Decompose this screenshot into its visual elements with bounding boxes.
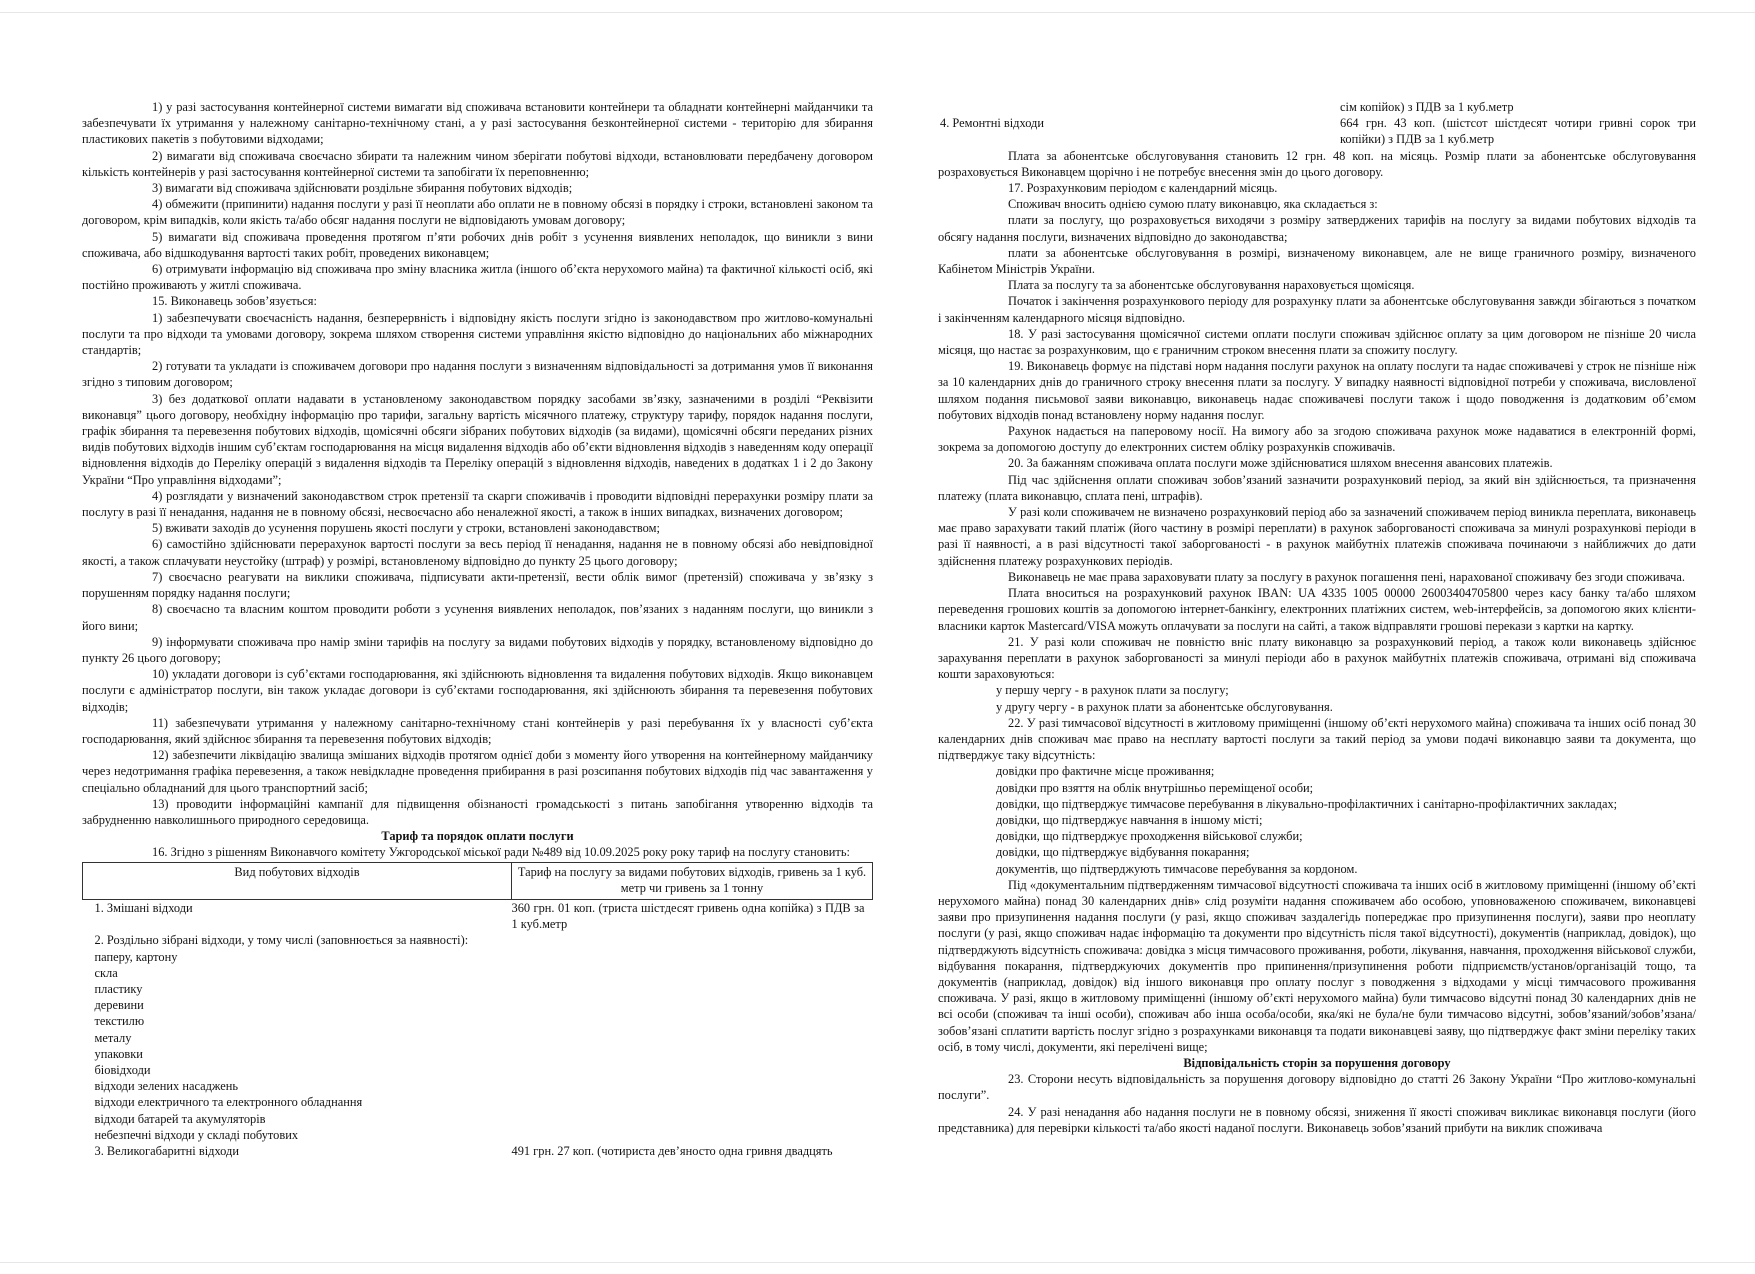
scan-bottom-border xyxy=(0,1262,1755,1263)
clause-15-7: 7) своєчасно реагувати на виклики споживача, підписувати акти-претензії, вести облік вимог (претензій) споживача у зв’язку з порушенням порядку надання послуги; xyxy=(82,569,873,601)
payment-composition-subscription: плати за абонентське обслуговування в розмірі, визначеному виконавцем, але не вище граничного розміру, визначеного Кабінетом Міністрів України. xyxy=(938,245,1696,277)
waste-type-cell xyxy=(938,99,1340,115)
clause-21: 21. У разі коли споживач не повністю вніс плату виконавцю за розрахунковий період, а також коли виконавець здійснює зарахування переплати в рахунок заборгованості за минулі періоди або в рахунок майбутніх платежів споживача, отримані від споживача кошти зараховуються: xyxy=(938,634,1696,682)
clause-14-4: 4) обмежити (припинити) надання послуги у разі її неоплати або оплати не в повному обсязі в порядку і строки, встановлені законом та договором, крім випадків, коли якість та/або обсяг надання послуги не відповідають умовам договору; xyxy=(82,197,873,228)
payment-purpose-paragraph: Під час здійснення оплати споживач зобов’язаний зазначити розрахунковий період, за який він здійснюється, та призначення платежу (плата виконавцю, сплата пені, штрафів). xyxy=(938,472,1696,503)
clause-15-11: 11) забезпечувати утримання у належному санітарно-технічному стані контейнерів у разі перебування їх у власності суб’єкта господарювання, який здійснює збирання та перевезення побутових відходів; xyxy=(82,715,873,746)
payment-composition-service: плати за послугу, що розраховується виходячи з розміру затверджених тарифів на послугу за видами побутових відходів та обсягу надання послуги, визначених відповідно до законодавства; xyxy=(938,213,1696,244)
clause-15-4: 4) розглядати у визначений законодавством строк претензії та скарги споживачів і проводити відповідні перерахунки розміру плати за послугу в разі її ненадання, надання не в повному обсязі, несвоєчасно або неналежної якості, а також в інших випадках, визначених договором; xyxy=(82,488,873,520)
list-item: небезпечні відходи у складі побутових xyxy=(94,1127,299,1142)
list-item: довідки, що підтверджує відбування покарання; xyxy=(996,845,1250,860)
clause-23: 23. Сторони несуть відповідальність за порушення договору відповідно до статті 26 Закону України “Про житлово-комунальні послуги”. xyxy=(938,1072,1696,1103)
list-item: у другу чергу - в рахунок плати за абонентське обслуговування. xyxy=(996,699,1333,714)
table-row xyxy=(83,1143,873,1159)
waste-type-cell: 1. Змішані відходи xyxy=(94,900,193,915)
table-row xyxy=(938,115,1696,147)
clause-15-6: 6) самостійно здійснювати перерахунок вартості послуги за весь період її ненадання, надання не в повному обсязі або невідповідної якості, а також сплачувати неустойку (штраф) у розмірі, встановленому відповідно до пункту 25 цього договору; xyxy=(82,537,873,568)
list-item: скла xyxy=(94,965,118,980)
tariff-table xyxy=(82,862,873,1160)
clause-15-13: 13) проводити інформаційні кампанії для підвищення обізнаності громадськості з питань запобігання утворенню відходів та забрудненню навколишнього природного середовища. xyxy=(82,796,873,827)
clause-15-10: 10) укладати договори із суб’єктами господарювання, які здійснюють відновлення та видалення побутових відходів. Якщо виконавцем послуги є адміністратор послуги, він також укладає договори із суб’єктами господарювання, які здійснюють збирання та перевезення побутових відходів; xyxy=(82,667,873,714)
clause-20: 20. За бажанням споживача оплата послуги може здійснюватися шляхом внесення авансових платежів. xyxy=(1008,456,1553,471)
rate-cell: 491 грн. 27 коп. (чотириста дев’яносто одна гривня двадцять xyxy=(511,1144,833,1158)
rate-cell: 360 грн. 01 коп. (триста шістдесят гривень одна копійка) з ПДВ за 1 куб.метр xyxy=(511,900,865,932)
clause-15-heading: 15. Виконавець зобов’язується: xyxy=(152,294,317,309)
rate-cell xyxy=(512,932,873,1143)
list-item: довідки про фактичне місце проживання; xyxy=(996,764,1215,779)
rate-cell: 664 грн. 43 коп. (шістсот шістдесят чотири гривні сорок три копійки) з ПДВ за 1 куб.метр xyxy=(1340,116,1696,147)
tariff-table-continuation xyxy=(938,99,1696,148)
right-page-column xyxy=(938,99,1696,1136)
list-item: упаковки xyxy=(94,1046,143,1061)
clause-15-1: 1) забезпечувати своєчасність надання, безперервність і відповідну якість послуги згідно із законодавством про житлово-комунальні послуги та про відходи та умовами договору, зокрема шляхом створення системи управління якістю відповідно до національних або міжнародних стандартів; xyxy=(82,310,873,358)
overpayment-paragraph: У разі коли споживачем не визначено розрахунковий період або за зазначений споживачем період виникла переплата, виконавець має право зарахувати такий платіж (його частину в розмірі переплати) в рахунок заборгованості споживача за минулі розрахункові періоди в разі її наявності, а в разі відсутності такої заборгованості - в рахунок майбутніх платежів споживача починаючи з найближчих до дати здійснення платежу розрахункових періодів. xyxy=(938,505,1696,568)
tariff-col-waste-type: Вид побутових відходів xyxy=(83,862,512,899)
bank-account-paragraph: Плата вноситься на розрахунковий рахунок IBAN: UA 4335 1005 00000 26003404705800 через касу банку та/або шляхом переведення грошових коштів за допомогою інтернет-банкінгу, електронних платіжних систем, web-інтерфейсів, за допомогою яких клієнти-власники карток Mastercard/VISA можуть оплачувати за послуги на сайті, а також відправляти грошові перекази з картки на картку. xyxy=(938,586,1696,633)
tariff-section-heading: Тариф та порядок оплати послуги xyxy=(381,829,574,844)
list-item: у першу чергу - в рахунок плати за послугу; xyxy=(996,683,1229,698)
monthly-charge-paragraph: Плата за послугу та за абонентське обслуговування нараховується щомісяця. xyxy=(1008,278,1415,293)
payment-composition-intro: Споживач вносить однією сумою плату виконавцю, яка складається з: xyxy=(1008,197,1378,212)
clause-15-2: 2) готувати та укладати із споживачем договори про надання послуги з визначенням відповідальності за дотримання умов її виконання згідно з типовим договором; xyxy=(82,359,873,390)
clause-24: 24. У разі ненадання або надання послуги не в повному обсязі, зниження її якості споживач викликає виконавця послуги (його представника) для перевірки кількості та/або якості наданої послуги. Виконавець зобов’язаний прибути на виклик споживача xyxy=(938,1104,1696,1135)
list-item: текстилю xyxy=(94,1014,145,1029)
table-row xyxy=(83,932,873,1143)
list-item: відходи зелених насаджень xyxy=(94,1079,239,1094)
clause-14-5: 5) вимагати від споживача проведення протягом п’яти робочих днів робіт з усунення виявлених неполадок, що виникли з вини споживача, або відшкодування вартості таких робіт, проведених виконавцем; xyxy=(82,229,873,260)
clause-14-6: 6) отримувати інформацію від споживача про зміну власника житла (іншого об’єкта нерухомого майна) та фактичної кількості осіб, які постійно проживають у житлі споживача. xyxy=(82,262,873,293)
list-item: біовідходи xyxy=(94,1062,151,1077)
waste-type-cell: 3. Великогабаритні відходи xyxy=(94,1144,239,1158)
list-item: деревини xyxy=(94,998,144,1013)
clause-14-2: 2) вимагати від споживача своєчасно збирати та належним чином зберігати побутові відходи, встановлювати передбачену договором кількість контейнерів у разі застосування контейнерної системи та запобігати їх переповненню; xyxy=(82,148,873,179)
list-item: паперу, картону xyxy=(94,949,178,964)
clause-16: 16. Згідно з рішенням Виконавчого комітету Ужгородської міської ради №489 від 10.09.2025 року року тариф на послугу становить: xyxy=(152,845,850,860)
clause-15-12: 12) забезпечити ліквідацію звалища змішаних відходів протягом однієї доби з моменту його утворення на контейнерному майданчику через недотримання графіка перевезення, а також невідкладне проведення прибирання в разі розсипання побутових відходів під час завантаження у спеціально обладнаний для цього транспортний засіб; xyxy=(82,748,873,795)
list-item: довідки про взяття на облік внутрішньо переміщеної особи; xyxy=(996,780,1314,795)
list-item: відходи батарей та акумуляторів xyxy=(94,1111,266,1126)
invoice-paragraph: Рахунок надається на паперовому носії. На вимогу або за згодою споживача рахунок може надаватися в електронній формі, зокрема за допомогою доступу до електронних систем обліку розрахунків споживачів. xyxy=(938,424,1696,455)
absence-documentation-paragraph: Під «документальним підтвердженням тимчасової відсутності споживача та інших осіб в житловому приміщенні (іншому об’єкті нерухомого майна) понад 30 календарних днів» слід розуміти надання споживачем або особою, уповноваженою споживачем, виконавцеві заяви про призупинення надання послуги (у разі, якщо споживач заздалегідь попереджає про призупинення послуги), заяви про неоплату послуги (у разі, якщо споживач надає інформацію та документи про відсутність після такої відсутності), документів (наприклад, довідок), що підтверджують відсутність споживача: довідка з місця тимчасового проживання, роботи, лікування, навчання, проходження військової служби, відбування покарання, підтверджуючих документів про припинення/призупинення роботи підприємств/установ/організацій тощо, та документів (наприклад, довідок) від іншого виконавця про оплату послуг з поводження з відходами у місці тимчасового проживання споживача. У разі, якщо в житловому приміщенні (іншому об’єкті нерухомого майна) були тимчасово відсутні понад 30 календарних днів не всі особи (споживач та інші особи), споживач або інша особа/особи, яка/які не була/не були тимчасово відсутні, зобов’язаний/зобов’язана/зобов’язані сплатити вартість послуг згідно з розрахунками виконавця та подати виконавцеві заяву, що підтверджує факт зміни переліку таких осіб, в тому числі, документи, які перелічені вище; xyxy=(938,877,1696,1054)
clause-22: 22. У разі тимчасової відсутності в житловому приміщенні (іншому об’єкті нерухомого майна) споживача та інших осіб понад 30 календарних днів споживач має право на несплату вартості послуги за такий період за умови подачі виконавцю заяви та документа, що підтверджує таку відсутність: xyxy=(938,715,1696,763)
rate-cell: сім копійок) з ПДВ за 1 куб.метр xyxy=(1340,100,1514,114)
tariff-col-rate: Тариф на послугу за видами побутових відходів, гривень за 1 куб. метр чи гривень за 1 тонну xyxy=(512,862,873,899)
clause-18: 18. У разі застосування щомісячної системи оплати послуги споживач здійснює оплату за цим договором не пізніше 20 числа місяця, що настає за розрахунковим, що є граничним строком внесення плати за спожиту послугу. xyxy=(938,326,1696,358)
clause-14-1: 1) у разі застосування контейнерної системи вимагати від споживача встановити контейнери та обладнати контейнерні майданчики та забезпечувати їх утримання у належному санітарно-технічному стані, а у разі застосування безконтейнерної системи - територію для збирання пластикових пакетів з побутовими відходами; xyxy=(82,100,873,147)
scan-top-border xyxy=(0,12,1755,13)
left-page-column xyxy=(82,99,873,1159)
clause-15-8: 8) своєчасно та власним коштом проводити роботи з усунення виявлених неполадок, пов’язаних з наданням послуги, що виникли з його вини; xyxy=(82,602,873,633)
tariff-table-header xyxy=(83,862,873,899)
table-row xyxy=(938,99,1696,115)
list-item: металу xyxy=(94,1030,132,1045)
list-item: довідки, що підтверджує тимчасове перебування в лікувально-профілактичних і санітарно-профілактичних закладах; xyxy=(996,796,1618,811)
penalty-paragraph: Виконавець не має права зараховувати плату за послугу в рахунок погашення пені, нарахованої споживачу без згоди споживача. xyxy=(1008,569,1686,584)
waste-type-cell: 4. Ремонтні відходи xyxy=(940,116,1044,131)
clause-17: 17. Розрахунковим періодом є календарний місяць. xyxy=(1008,181,1278,196)
subscription-fee-paragraph: Плата за абонентське обслуговування становить 12 грн. 48 коп. на місяць. Розмір плати за абонентське обслуговування розраховується Виконавцем щорічно і не потребує внесення змін до цього договору. xyxy=(938,148,1696,179)
table-row xyxy=(83,899,873,932)
responsibility-section-heading: Відповідальність сторін за порушення договору xyxy=(1183,1055,1451,1070)
billing-period-paragraph: Початок і закінчення розрахункового періоду для розрахунку плати за абонентське обслуговування завжди збігаються з початком і закінченням календарного місяця відповідно. xyxy=(938,294,1696,325)
list-item: довідки, що підтверджує проходження військової служби; xyxy=(996,829,1303,844)
clause-15-3: 3) без додаткової оплати надавати в установленому законодавством порядку засобами зв’язку, зазначеними в розділі “Реквізити виконавця” цього договору, необхідну інформацію про тарифи, загальну вартість місячного платежу, структуру тарифу, порядок надання послуги, графік збирання та перевезення побутових відходів, щомісячні обсяги зібраних побутових відходів (за видами), щомісячні обсяги переданих різних видів побутових відходів іншим суб’єктам господарювання на місця видалення відходів або об’єкти відновлення відходів з наведенням коду операції відновлення відходів до Переліку операцій з видалення відходів та Переліку операцій з відновлення відходів, наведених в додатках 1 і 2 до Закону України “Про управління відходами”; xyxy=(82,391,873,487)
waste-type-label: 2. Роздільно зібрані відходи, у тому числі (заповнюється за наявності): xyxy=(94,933,469,948)
list-item: довідки, що підтверджує навчання в іншому місті; xyxy=(996,812,1263,827)
waste-type-cell xyxy=(83,932,512,1143)
clause-14-3: 3) вимагати від споживача здійснювати роздільне збирання побутових відходів; xyxy=(152,181,573,196)
clause-19: 19. Виконавець формує на підставі норм надання послуги рахунок на оплату послуги та надає споживачеві у строк не пізніше ніж за 10 календарних днів до граничного строку внесення плати за послугу. У випадку наявності відповідної потреби у споживача, висловленої шляхом подання письмової заяви виконавцю, виконавець надає споживачеві послуги також і щодо поводження із додатковим об’ємом побутових відходів понад встановлену норму надання послуг. xyxy=(938,359,1696,422)
clause-15-5: 5) вживати заходів до усунення порушень якості послуги у строки, встановлені законодавством; xyxy=(152,521,660,536)
list-item: документів, що підтверджують тимчасове перебування за кордоном. xyxy=(996,861,1358,876)
list-item: пластику xyxy=(94,981,143,996)
list-item: відходи електричного та електронного обладнання xyxy=(94,1095,363,1110)
clause-15-9: 9) інформувати споживача про намір зміни тарифів на послугу за видами побутових відходів у порядку, встановленому відповідно до пункту 26 цього договору; xyxy=(82,634,873,665)
